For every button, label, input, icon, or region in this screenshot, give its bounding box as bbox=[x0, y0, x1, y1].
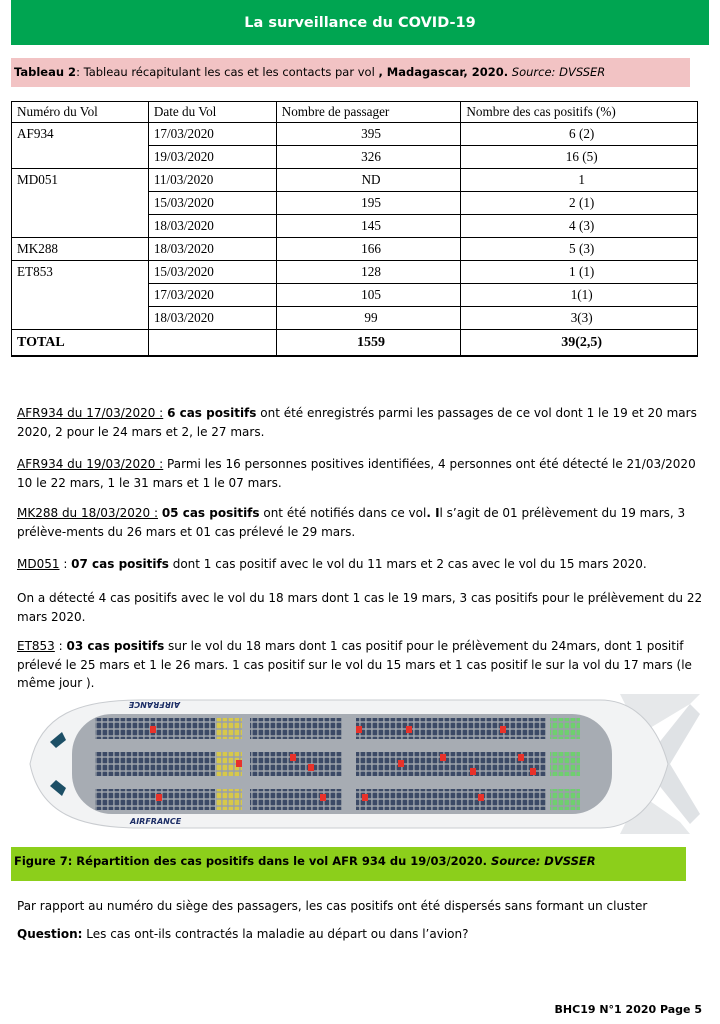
table-row bbox=[12, 123, 698, 146]
closing-text: Par rapport au numéro du siège des passagers, les cas positifs ont été dispersés sans formant un cluster bbox=[17, 899, 648, 913]
case-count: 07 cas positifs bbox=[71, 557, 169, 571]
cell-cases: 1 bbox=[461, 169, 698, 192]
paragraph-sep: : bbox=[59, 557, 72, 571]
cell-cases: 5 (3) bbox=[461, 238, 698, 261]
paragraph-text: On a détecté 4 cas positifs avec le vol du 18 mars dont 1 cas le 19 mars, 3 cas positifs pour le prélèvement du 22 mars 2020. bbox=[17, 591, 703, 624]
cell-flight: ET853 bbox=[12, 261, 149, 284]
flight-heading: AFR934 du 19/03/2020 : bbox=[17, 457, 164, 471]
paragraph-text: Parmi les 16 personnes positives identifiées, 4 personnes ont été détecté le 21/03/2020 10 le 22 mars, 1 le 31 mars et 1 le 07 mars. bbox=[17, 457, 696, 490]
paragraph-text-2: l s’agit de 01 prélèvement du 19 mars, 3 prélève-ments du 26 mars et 01 cas prélevé le 29 mars. bbox=[17, 506, 686, 539]
aircraft-seat-map bbox=[0, 694, 720, 834]
seat-block bbox=[356, 752, 546, 776]
question-paragraph bbox=[17, 925, 707, 944]
figure-caption-source: Source: DVSSER bbox=[487, 854, 596, 868]
cell-flight bbox=[12, 146, 149, 169]
cell-cases: 1(1) bbox=[461, 284, 698, 307]
positive-seat bbox=[236, 760, 242, 767]
positive-seat bbox=[440, 754, 446, 761]
table-caption-source: Source: DVSSER bbox=[508, 65, 606, 79]
flight-heading: ET853 bbox=[17, 639, 55, 653]
total-label: TOTAL bbox=[12, 330, 149, 357]
cell-flight: AF934 bbox=[12, 123, 149, 146]
positive-seat bbox=[150, 726, 156, 733]
airline-logo-top: AIRFRANCE bbox=[128, 700, 180, 709]
cell-cases: 2 (1) bbox=[461, 192, 698, 215]
cell-cases: 16 (5) bbox=[461, 146, 698, 169]
paragraph-text: sur le vol du 18 mars dont 1 cas positif pour le prélèvement du 24mars, dont 1 positif prélevé le 25 mars et 1 le 26 mars. 1 cas positif sur le vol du 15 mars et 1 cas positif le sur la vol du 17 mars (le même jour ). bbox=[17, 639, 692, 690]
seat-block-yellow bbox=[216, 789, 242, 810]
cell-flight bbox=[12, 307, 149, 330]
table-caption-label: Tableau 2 bbox=[14, 65, 77, 79]
seat-block bbox=[356, 789, 546, 810]
cell-cases: 6 (2) bbox=[461, 123, 698, 146]
table-caption-bold: , Madagascar, 2020. bbox=[378, 65, 509, 79]
cell-cases: 3(3) bbox=[461, 307, 698, 330]
case-count: 05 cas positifs bbox=[161, 506, 260, 520]
cell-date: 15/03/2020 bbox=[148, 261, 276, 284]
paragraph-md051 bbox=[17, 555, 707, 574]
cell-flight bbox=[12, 215, 149, 238]
header-flight-number: Numéro du Vol bbox=[12, 102, 149, 123]
paragraph-text: ont été enregistrés parmi les passages de ce vol dont 1 le 19 et 20 mars 2020, 2 pour le 24 mars et 2, le 27 mars. bbox=[17, 406, 697, 439]
paragraph-detection bbox=[17, 589, 707, 626]
airline-logo-bottom: AIRFRANCE bbox=[130, 817, 182, 826]
cell-date: 18/03/2020 bbox=[148, 307, 276, 330]
closing-paragraph bbox=[17, 897, 707, 916]
header-positive-cases: Nombre des cas positifs (%) bbox=[461, 102, 698, 123]
cell-passengers: 145 bbox=[276, 215, 461, 238]
question-label: Question: bbox=[17, 927, 83, 941]
cell-passengers: 395 bbox=[276, 123, 461, 146]
cell-date: 17/03/2020 bbox=[148, 284, 276, 307]
header-flight-date: Date du Vol bbox=[148, 102, 276, 123]
table-row bbox=[12, 215, 698, 238]
table-row bbox=[12, 192, 698, 215]
seat-block bbox=[356, 718, 546, 739]
table-header-row bbox=[12, 102, 698, 123]
seat-block bbox=[250, 789, 342, 810]
total-date bbox=[148, 330, 276, 357]
question-text: Les cas ont-ils contractés la maladie au départ ou dans l’avion? bbox=[82, 927, 469, 941]
paragraph-afr934-17 bbox=[17, 404, 707, 441]
table-caption-text: : Tableau récapitulant les cas et les contacts par vol bbox=[76, 65, 379, 79]
seat-block bbox=[250, 718, 342, 739]
positive-seat bbox=[156, 794, 162, 801]
positive-seat bbox=[398, 760, 404, 767]
cell-flight: MD051 bbox=[12, 169, 149, 192]
cell-passengers: 128 bbox=[276, 261, 461, 284]
cell-date: 18/03/2020 bbox=[148, 238, 276, 261]
positive-seat bbox=[406, 726, 412, 733]
cell-passengers: 99 bbox=[276, 307, 461, 330]
seat-block-green bbox=[550, 789, 580, 810]
case-count: 03 cas positifs bbox=[66, 639, 165, 653]
cell-date: 18/03/2020 bbox=[148, 215, 276, 238]
positive-seat bbox=[470, 768, 476, 775]
cell-date: 11/03/2020 bbox=[148, 169, 276, 192]
table-row bbox=[12, 261, 698, 284]
table-row bbox=[12, 284, 698, 307]
paragraph-text: ont été notifiés dans ce vol bbox=[259, 506, 427, 520]
seat-block-green bbox=[550, 718, 580, 739]
cell-passengers: ND bbox=[276, 169, 461, 192]
positive-seat bbox=[290, 754, 296, 761]
seat-block bbox=[95, 752, 215, 776]
positive-seat bbox=[518, 754, 524, 761]
table-row bbox=[12, 238, 698, 261]
cell-flight bbox=[12, 192, 149, 215]
cell-passengers: 105 bbox=[276, 284, 461, 307]
table-row bbox=[12, 146, 698, 169]
positive-seat bbox=[320, 794, 326, 801]
table-caption bbox=[11, 58, 690, 87]
seat-block bbox=[95, 789, 215, 810]
table-total-row bbox=[12, 330, 698, 357]
cell-cases: 4 (3) bbox=[461, 215, 698, 238]
positive-seat bbox=[308, 764, 314, 771]
paragraph-afr934-19 bbox=[17, 455, 707, 492]
cases-table bbox=[11, 101, 698, 357]
cell-date: 15/03/2020 bbox=[148, 192, 276, 215]
header-passenger-count: Nombre de passager bbox=[276, 102, 461, 123]
total-cases: 39(2,5) bbox=[461, 330, 698, 357]
flight-heading: MK288 du 18/03/2020 : bbox=[17, 506, 158, 520]
total-passengers: 1559 bbox=[276, 330, 461, 357]
flight-heading: AFR934 du 17/03/2020 : bbox=[17, 406, 164, 420]
cell-flight bbox=[12, 284, 149, 307]
seat-block-green bbox=[550, 752, 580, 776]
positive-seat bbox=[362, 794, 368, 801]
positive-seat bbox=[478, 794, 484, 801]
paragraph-sep: : bbox=[54, 639, 67, 653]
cell-passengers: 326 bbox=[276, 146, 461, 169]
figure-caption bbox=[11, 847, 686, 881]
paragraph-mk288 bbox=[17, 504, 707, 541]
cell-passengers: 166 bbox=[276, 238, 461, 261]
flight-heading: MD051 bbox=[17, 557, 60, 571]
paragraph-text: dont 1 cas positif avec le vol du 11 mars et 2 cas avec le vol du 15 mars 2020. bbox=[168, 557, 647, 571]
cell-passengers: 195 bbox=[276, 192, 461, 215]
cell-date: 17/03/2020 bbox=[148, 123, 276, 146]
header-title: La surveillance du COVID-19 bbox=[244, 14, 476, 31]
positive-seat bbox=[356, 726, 362, 733]
page-footer: BHC19 N°1 2020 Page 5 bbox=[554, 1003, 702, 1016]
table-row bbox=[12, 307, 698, 330]
figure-caption-text: Figure 7: Répartition des cas positifs dans le vol AFR 934 du 19/03/2020. bbox=[14, 854, 488, 868]
paragraph-bold: . I bbox=[426, 506, 440, 520]
page-header bbox=[11, 0, 709, 45]
cell-flight: MK288 bbox=[12, 238, 149, 261]
table-row bbox=[12, 169, 698, 192]
positive-seat bbox=[500, 726, 506, 733]
cell-date: 19/03/2020 bbox=[148, 146, 276, 169]
cell-cases: 1 (1) bbox=[461, 261, 698, 284]
paragraph-et853 bbox=[17, 637, 707, 693]
case-count: 6 cas positifs bbox=[167, 406, 257, 420]
seat-block-yellow bbox=[216, 718, 242, 739]
positive-seat bbox=[530, 768, 536, 775]
